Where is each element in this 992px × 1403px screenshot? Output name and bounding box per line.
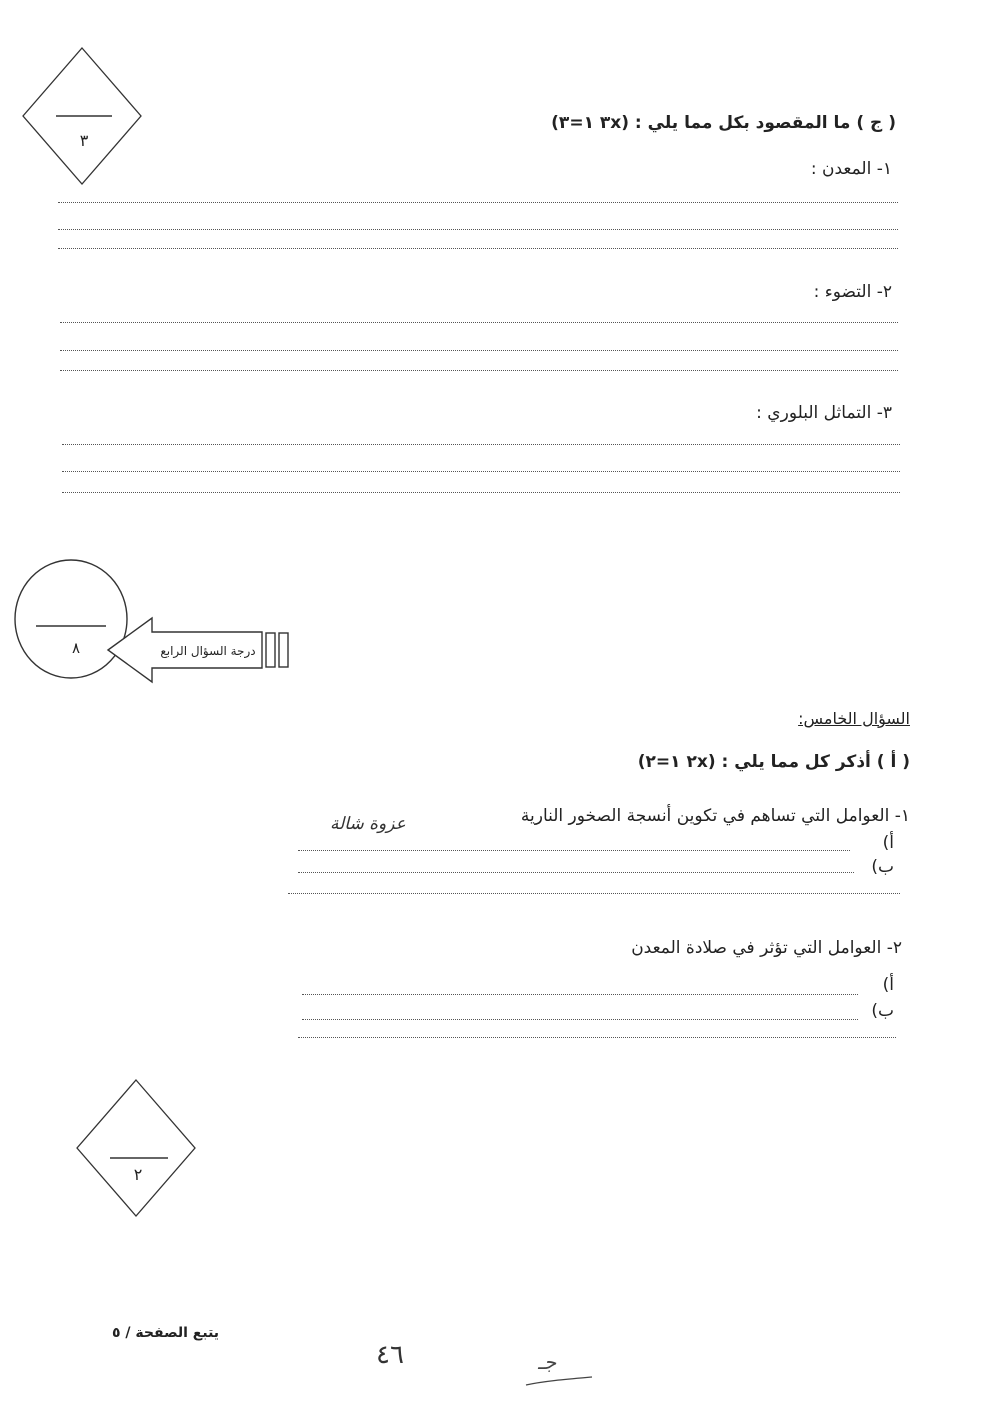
score-diamond-question5 (74, 1076, 198, 1220)
answer-line[interactable] (62, 471, 900, 472)
handwritten-annotation: عزوة شالة (330, 814, 406, 834)
answer-line[interactable] (60, 370, 898, 371)
answer-line[interactable] (288, 893, 900, 894)
q4-arrow-label: درجة السؤال الرابع (160, 644, 256, 658)
answer-line[interactable] (60, 322, 898, 323)
q4-score-arrow (104, 612, 304, 688)
answer-line[interactable] (298, 872, 854, 873)
question5-item-2-sub-b: ب) (871, 1001, 894, 1021)
question5-item-2-sub-a: أ) (882, 975, 894, 995)
grader-underline (524, 1375, 594, 1389)
question5-item-1-sub-a: أ) (882, 833, 894, 853)
score-circle-q4-max: ٨ (71, 639, 81, 657)
question5-item-2: ٢- العوامل التي تؤثر في صلادة المعدن (631, 938, 902, 958)
answer-line[interactable] (58, 248, 898, 249)
answer-line[interactable] (298, 1037, 896, 1038)
answer-line[interactable] (62, 492, 900, 493)
score-diamond-section-c (20, 45, 144, 187)
section-c-item-2: ٢- التضوء : (813, 282, 892, 302)
handwritten-page-number: ٤٦ (376, 1340, 404, 1370)
continue-note: يتبع الصفحة / ٥ (112, 1325, 220, 1341)
answer-line[interactable] (298, 850, 850, 851)
score-diamond-q5-max: ٢ (133, 1165, 143, 1184)
section-c-heading: ( ج ) ما المقصود بكل مما يلي : (٣x ١=٣) (551, 113, 896, 133)
answer-line[interactable] (62, 444, 900, 445)
question5-title: السؤال الخامس: (798, 709, 910, 728)
answer-line[interactable] (302, 1019, 858, 1020)
answer-line[interactable] (58, 202, 898, 203)
section-c-item-1: ١- المعدن : (810, 159, 892, 179)
answer-line[interactable] (302, 994, 858, 995)
answer-line[interactable] (60, 350, 898, 351)
score-diamond-c-max: ٣ (79, 131, 89, 150)
grader-initials: جـ (538, 1350, 557, 1374)
answer-line[interactable] (58, 229, 898, 230)
question5-part-a-heading: ( أ ) أذكر كل مما يلي : (٢x ١=٢) (637, 752, 910, 772)
question5-item-1-sub-b: ب) (871, 857, 894, 877)
section-c-item-3: ٣- التماثل البلوري : (756, 403, 892, 423)
question5-item-1: ١- العوامل التي تساهم في تكوين أنسجة الصخور النارية (520, 806, 910, 826)
